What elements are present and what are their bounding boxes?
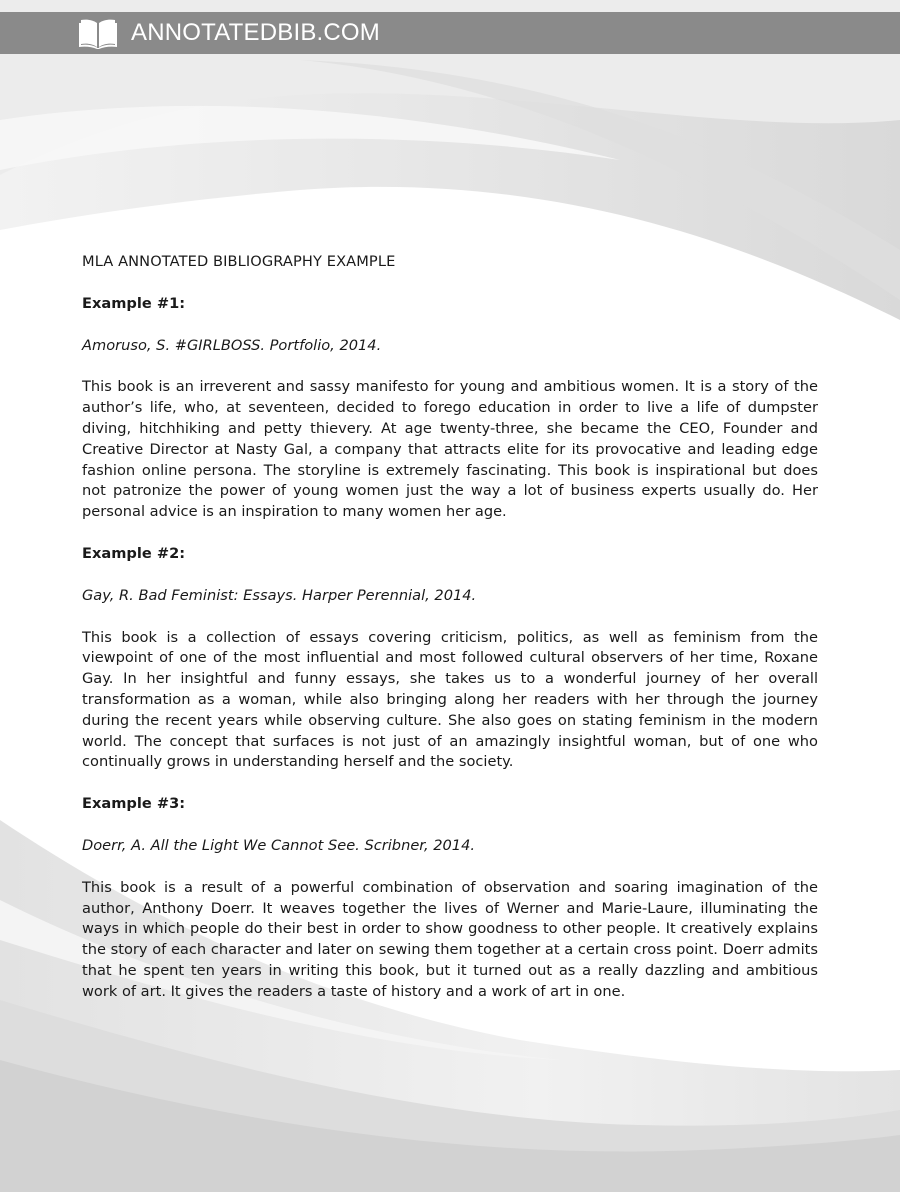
citation: Amoruso, S. #GIRLBOSS. Portfolio, 2014.	[82, 336, 382, 354]
open-book-icon	[79, 17, 117, 49]
example-1	[82, 294, 818, 523]
site-header	[0, 12, 900, 54]
document-body	[82, 252, 818, 1024]
example-heading: Example #1:	[82, 294, 186, 312]
annotation-paragraph: This book is an irreverent and sassy manifesto for young and ambitious women. It is a story of the author’s life, who, at seventeen, decided to forego education in order to live a life of dumpster diving, hitchhiking and petty thievery. At age twenty-three, she became the CEO, Founder and Creative Director at Nasty Gal, a company that attracts elite for its provocative and leading edge fashion online persona. The storyline is extremely fascinating. This book is inspirational but does not patronize the power of young women just the way a lot of business experts usually do. Her personal advice is an inspiration to many women her age.	[82, 378, 818, 521]
site-name[interactable]: ANNOTATEDBIB.COM	[131, 19, 380, 46]
example-3	[82, 794, 818, 1002]
document-title: MLA ANNOTATED BIBLIOGRAPHY EXAMPLE	[82, 253, 396, 270]
citation: Doerr, A. All the Light We Cannot See. Scribner, 2014.	[82, 836, 476, 854]
example-heading: Example #3:	[82, 795, 186, 813]
citation: Gay, R. Bad Feminist: Essays. Harper Perennial, 2014.	[82, 586, 477, 604]
annotation-paragraph: This book is a result of a powerful combination of observation and soaring imagination of the author, Anthony Doerr. It weaves together the lives of Werner and Marie-Laure, illuminating the ways in which people do their best in order to show goodness to other people. It creatively explains the story of each character and later on sewing them together at a certain cross point. Doerr admits that he spent ten years in writing this book, but it turned out as a really dazzling and ambitious work of art. It gives the readers a taste of history and a work of art in one.	[82, 878, 818, 1000]
example-2	[82, 544, 818, 773]
annotation-paragraph: This book is a collection of essays covering criticism, politics, as well as feminism from the viewpoint of one of the most influential and most followed cultural observers of her time, Roxane Gay. In her insightful and funny essays, she takes us to a wonderful journey of her overall transformation as a woman, while also bringing along her readers with her through the journey during the recent years while observing culture. She also goes on stating feminism in the modern world. The concept that surfaces is not just of an amazingly insightful woman, but of one who continually grows in understanding herself and the society.	[82, 628, 818, 771]
example-heading: Example #2:	[82, 544, 186, 562]
